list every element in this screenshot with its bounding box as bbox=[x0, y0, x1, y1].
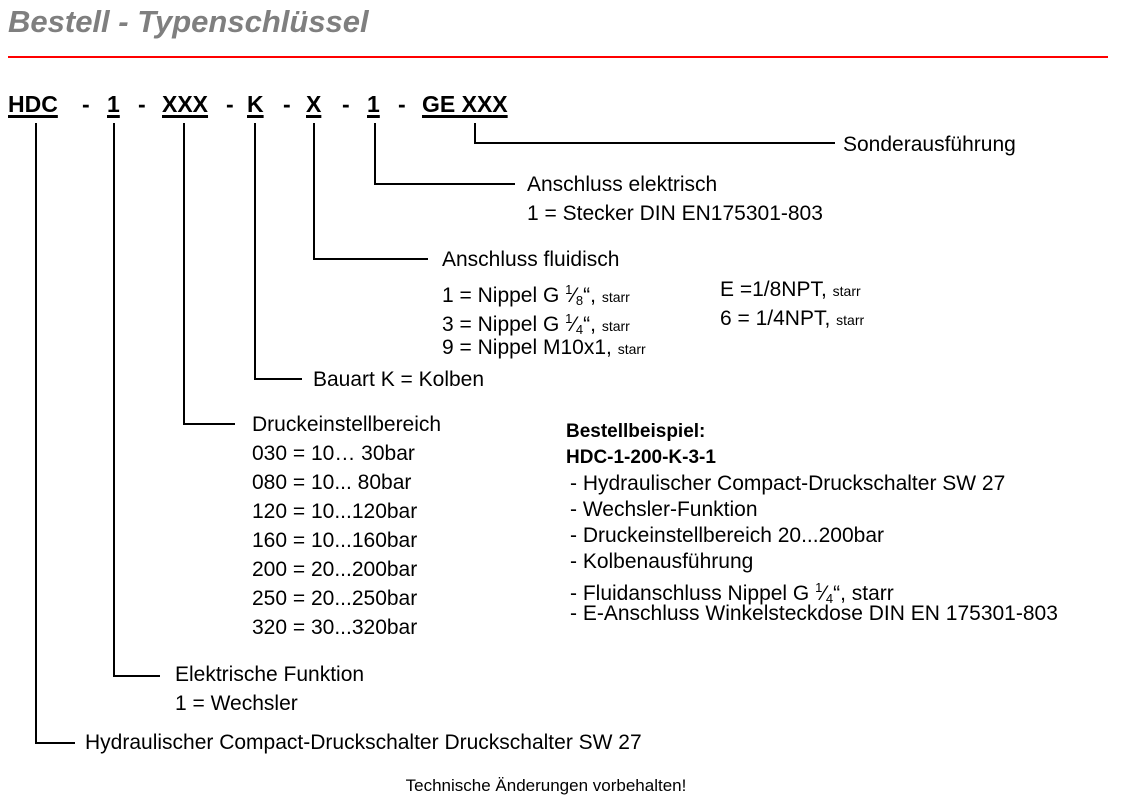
connector-line bbox=[183, 423, 235, 425]
code-function: 1 bbox=[107, 91, 120, 117]
connector-line bbox=[35, 123, 37, 743]
label-electric: Anschluss elektrisch bbox=[527, 173, 718, 196]
fluid-option-9: 9 = Nippel M10x1, starr bbox=[442, 336, 646, 359]
pressure-option: 160 = 10...160bar bbox=[252, 529, 418, 552]
connector-line bbox=[254, 378, 302, 380]
connector-line bbox=[374, 123, 376, 184]
label-function: Elektrische Funktion bbox=[175, 663, 365, 686]
fluid-option-1: 1 = Nippel G $^1⁄_8“$, starr bbox=[442, 282, 630, 308]
example-item: - Kolbenausführung bbox=[570, 550, 754, 573]
example-item: - Hydraulischer Compact-Druckschalter SW 27 bbox=[570, 472, 1006, 495]
function-option: 1 = Wechsler bbox=[175, 692, 298, 715]
connector-line bbox=[313, 258, 428, 260]
code-type: K bbox=[247, 91, 264, 117]
pressure-option: 120 = 10...120bar bbox=[252, 500, 418, 523]
connector-line bbox=[474, 123, 476, 143]
pressure-option: 320 = 30...320bar bbox=[252, 616, 418, 639]
code-separator: - bbox=[82, 91, 90, 117]
code-special: GE XXX bbox=[422, 91, 508, 117]
label-type: Bauart K = Kolben bbox=[313, 368, 485, 391]
code-fluid: X bbox=[306, 91, 322, 117]
page-title: Bestell - Typenschlüssel bbox=[8, 4, 369, 39]
label-product: Hydraulischer Compact-Druckschalter Druckschalter SW 27 bbox=[85, 731, 642, 754]
connector-line bbox=[374, 183, 515, 185]
footer-note: Technische Änderungen vorbehalten! bbox=[405, 776, 687, 795]
example-item: - Fluidanschluss Nippel G $^1⁄_4“$, starr bbox=[570, 580, 894, 606]
example-code: HDC-1-200-K-3-1 bbox=[566, 447, 716, 468]
connector-line bbox=[113, 675, 160, 677]
pressure-option: 080 = 10... 80bar bbox=[252, 471, 412, 494]
fluid-option-e: E =1/8NPT, starr bbox=[720, 278, 861, 301]
pressure-option: 250 = 20...250bar bbox=[252, 587, 418, 610]
code-hdc: HDC bbox=[8, 91, 58, 117]
example-heading: Bestellbeispiel: bbox=[566, 421, 706, 442]
connector-line bbox=[313, 123, 315, 259]
code-separator: - bbox=[138, 91, 146, 117]
electric-option: 1 = Stecker DIN EN175301-803 bbox=[527, 202, 823, 225]
pressure-option: 030 = 10… 30bar bbox=[252, 442, 415, 465]
fluid-option-6: 6 = 1/4NPT, starr bbox=[720, 307, 865, 330]
connector-line bbox=[474, 142, 835, 144]
example-item: - E-Anschluss Winkelsteckdose DIN EN 175301-803 bbox=[570, 602, 1058, 625]
label-special: Sonderausführung bbox=[843, 133, 1016, 156]
label-pressure: Druckeinstellbereich bbox=[252, 413, 442, 436]
connector-line bbox=[183, 123, 185, 424]
code-separator: - bbox=[342, 91, 350, 117]
title-divider bbox=[8, 56, 1108, 58]
code-electric: 1 bbox=[367, 91, 380, 117]
connector-line bbox=[113, 123, 115, 676]
code-pressure: XXX bbox=[162, 91, 209, 117]
code-separator: - bbox=[226, 91, 234, 117]
code-separator: - bbox=[283, 91, 291, 117]
example-item: - Druckeinstellbereich 20...200bar bbox=[570, 524, 884, 547]
connector-line bbox=[254, 123, 256, 379]
connector-line bbox=[35, 742, 75, 744]
fluid-option-3: 3 = Nippel G $^1⁄_4“$, starr bbox=[442, 311, 630, 337]
example-item: - Wechsler-Funktion bbox=[570, 498, 758, 521]
pressure-option: 200 = 20...200bar bbox=[252, 558, 418, 581]
label-fluid: Anschluss fluidisch bbox=[442, 248, 620, 271]
code-separator: - bbox=[398, 91, 406, 117]
